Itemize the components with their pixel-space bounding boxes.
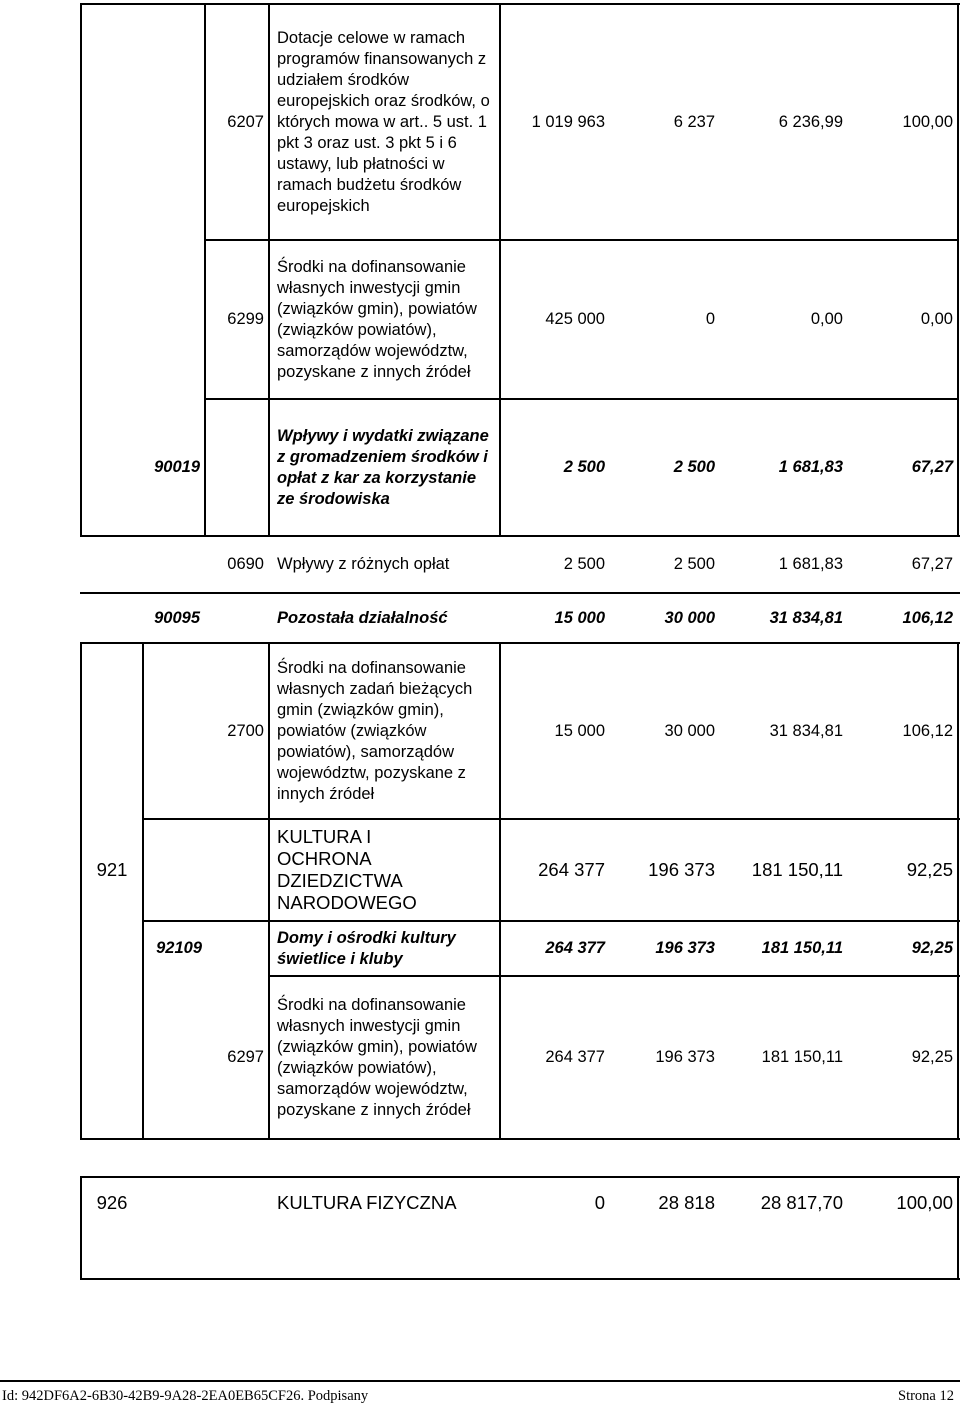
row-90019-values (501, 400, 953, 535)
row-926-desc: KULTURA FIZYCZNA (277, 1192, 457, 1213)
row-926-exec: 28 817,70 (760, 1192, 843, 1213)
row-0690-plan-after: 2 500 (673, 555, 715, 573)
row-2700-plan: 15 000 (554, 721, 605, 740)
row-90095-exec: 31 834,81 (769, 608, 843, 627)
row-6297-pct: 92,25 (911, 1048, 953, 1066)
row-6299-plan: 425 000 (545, 310, 605, 328)
row-6299-plan-after: 0 (705, 310, 715, 328)
row-2700-code: 2700 (227, 721, 264, 740)
row-92109-plan-after: 196 373 (655, 939, 715, 957)
row-0690-exec: 1 681,83 (778, 555, 843, 573)
row-926-pct: 100,00 (896, 1192, 953, 1213)
row-0690-values (501, 537, 953, 592)
row-921-exec: 181 150,11 (751, 859, 843, 880)
row-926-plan-after: 28 818 (658, 1192, 715, 1213)
row-926-plan: 0 (594, 1192, 605, 1213)
col-divider (268, 643, 270, 1139)
row-6297-code: 6297 (227, 1048, 264, 1066)
row-0690-pct: 67,27 (911, 555, 953, 573)
row-6297-plan: 264 377 (545, 1048, 605, 1066)
row-90095-code: 90095 (154, 608, 200, 627)
row-6207-exec: 6 236,99 (778, 112, 843, 131)
row-2700-pct: 106,12 (902, 721, 953, 740)
row-92109-desc: Domy i ośrodki kultury świetlice i kluby (277, 928, 456, 968)
row-6297-exec: 181 150,11 (761, 1048, 843, 1066)
row-6207-pct: 100,00 (902, 112, 953, 131)
col-divider (268, 3, 270, 536)
row-90019-code: 90019 (154, 458, 200, 476)
row-92109-pct: 92,25 (911, 939, 953, 957)
row-92109-code: 92109 (156, 939, 202, 957)
row-2700-plan-after: 30 000 (664, 721, 715, 740)
table-border-bottom (80, 1278, 960, 1280)
row-6297-desc: Środki na dofinansowanie własnych inwestycji gmin (związków gmin), powiatów (związków powiatów), samorządów województw, pozyskane z innych źródeł (277, 995, 477, 1119)
row-2700-values (501, 644, 953, 818)
table-border-right (957, 3, 959, 536)
row-90019-plan: 2 500 (563, 458, 605, 476)
row-90095-pct: 106,12 (902, 608, 953, 627)
row-0690-plan: 2 500 (563, 555, 605, 573)
footer-document-id: Id: 942DF6A2-6B30-42B9-9A28-2EA0EB65CF26. Podpisany (2, 1388, 369, 1404)
table-border-right (957, 643, 959, 1139)
row-6299-exec: 0,00 (810, 310, 843, 328)
row-921-plan-after: 196 373 (648, 859, 715, 880)
row-90095-desc: Pozostała działalność (277, 608, 448, 627)
row-90019-desc: Wpływy i wydatki związane z gromadzeniem środków i opłat z kar za korzystanie ze środowiska (277, 426, 489, 508)
row-92109-exec: 181 150,11 (761, 939, 843, 957)
row-6207-code: 6207 (227, 112, 264, 131)
table-border-right (957, 1177, 959, 1280)
row-0690-desc: Wpływy z różnych opłat (277, 555, 450, 573)
row-0690-code: 0690 (227, 555, 264, 573)
row-2700-exec: 31 834,81 (769, 721, 843, 740)
page-footer (0, 1381, 960, 1408)
row-90095-plan-after: 30 000 (664, 608, 715, 627)
row-divider (80, 1138, 960, 1140)
row-6299-desc: Środki na dofinansowanie własnych inwestycji gmin (związków gmin), powiatów (związków powiatów), samorządów województw, pozyskane z innych źródeł (277, 257, 477, 381)
footer-page-number: Strona 12 (898, 1388, 954, 1404)
row-926-values (501, 1178, 953, 1228)
row-92109-plan: 264 377 (545, 939, 605, 957)
row-92109-values (501, 922, 953, 975)
row-921-plan: 264 377 (538, 859, 605, 880)
row-6297-values (501, 977, 953, 1138)
row-90095-values (501, 594, 953, 642)
col-divider (142, 643, 144, 1139)
row-6207-values (501, 5, 953, 239)
row-6299-pct: 0,00 (920, 310, 953, 328)
row-90019-exec: 1 681,83 (778, 458, 843, 476)
row-6299-values (501, 241, 953, 398)
row-90095-plan: 15 000 (554, 608, 605, 627)
row-921-code: 921 (96, 859, 128, 880)
row-6297-plan-after: 196 373 (655, 1048, 715, 1066)
row-6299-code: 6299 (227, 310, 264, 328)
row-90019-pct: 67,27 (911, 458, 953, 476)
row-921-desc: KULTURA I OCHRONA DZIEDZICTWA NARODOWEGO (277, 826, 417, 913)
row-921-values (501, 820, 953, 920)
row-6207-plan: 1 019 963 (531, 112, 605, 131)
row-926-code: 926 (96, 1192, 128, 1213)
row-2700-desc: Środki na dofinansowanie własnych zadań bieżących gmin (związków gmin), powiatów (związków powiatów), samorządów województw, pozyskane z innych źródeł (277, 658, 473, 803)
row-921-pct: 92,25 (906, 859, 953, 880)
row-6207-desc: Dotacje celowe w ramach programów finansowanych z udziałem środków europejskich oraz środków, o których mowa w art.. 5 ust. 1 pkt 3 oraz ust. 3 pkt 5 i 6 ustawy, lub płatności w ramach budżetu środków europejskich (277, 28, 490, 215)
row-6207-plan-after: 6 237 (673, 112, 715, 131)
row-90019-plan-after: 2 500 (673, 458, 715, 476)
